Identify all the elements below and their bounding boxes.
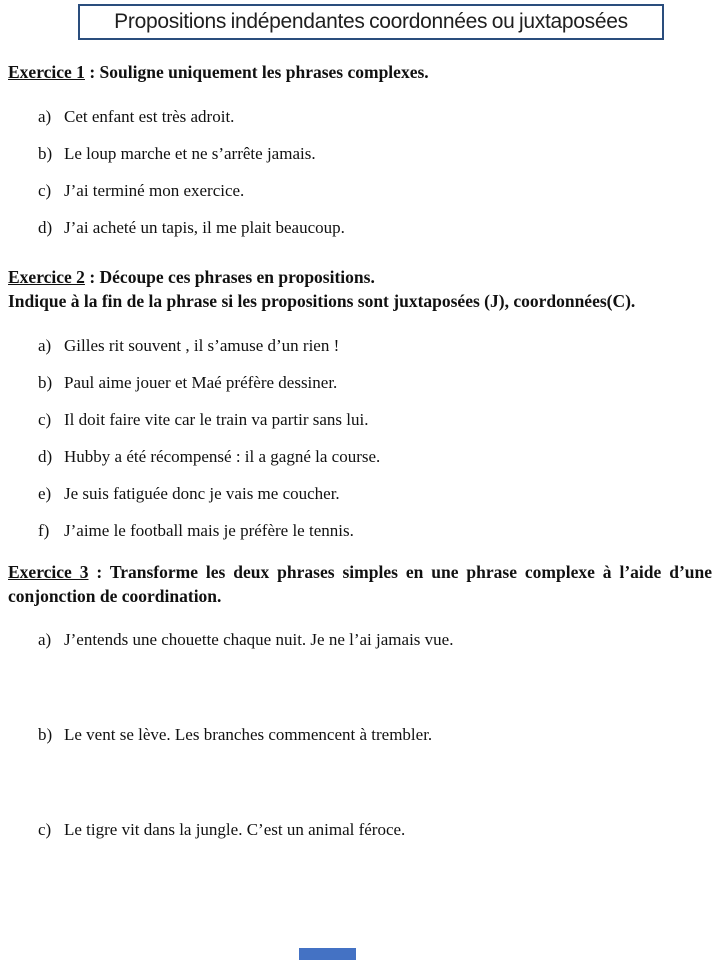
sentence-item	[38, 371, 712, 394]
sentence-item	[38, 482, 712, 505]
exercise-1-label: Exercice 1	[8, 62, 85, 82]
item-letter: b)	[38, 373, 53, 392]
exercise-1-section	[8, 60, 712, 239]
sentence-item	[38, 519, 712, 542]
exercise-2-items	[8, 334, 712, 542]
item-text: Je suis fatiguée donc je vais me coucher.	[64, 484, 340, 503]
sentence-item	[38, 105, 712, 128]
item-text: Hubby a été récompensé : il a gagné la course.	[64, 447, 381, 466]
item-letter: b)	[38, 725, 53, 744]
sentence-item	[38, 723, 712, 746]
exercise-1-heading	[8, 60, 712, 84]
item-letter: e)	[38, 484, 52, 503]
item-text: Gilles rit souvent , il s’amuse d’un rien !	[64, 336, 340, 355]
exercise-3-label: Exercice 3	[8, 562, 89, 582]
footer-accent-bar	[299, 948, 356, 960]
worksheet-body	[8, 60, 712, 841]
exercise-3-instruction: Transforme les deux phrases simples en une phrase complexe à l’aide d’une conjonction de coordination.	[8, 562, 713, 606]
item-text: Le loup marche et ne s’arrête jamais.	[64, 144, 316, 163]
page-title: Propositions indépendantes coordonnées ou juxtaposées	[114, 10, 628, 33]
item-letter: a)	[38, 630, 52, 649]
item-text: Le tigre vit dans la jungle. C’est un animal féroce.	[64, 820, 406, 839]
exercise-2-instruction-line2: Indique à la fin de la phrase si les propositions sont juxtaposées (J), coordonnées(C).	[8, 291, 636, 311]
item-letter: c)	[38, 820, 52, 839]
sentence-item	[38, 142, 712, 165]
item-text: Le vent se lève. Les branches commencent à trembler.	[64, 725, 433, 744]
exercise-2-section	[8, 265, 712, 542]
item-text: J’entends une chouette chaque nuit. Je ne l’ai jamais vue.	[64, 630, 454, 649]
item-letter: c)	[38, 410, 52, 429]
item-letter: d)	[38, 447, 53, 466]
sentence-item	[38, 216, 712, 239]
exercise-2-label: Exercice 2	[8, 267, 85, 287]
exercise-1-items	[8, 105, 712, 239]
item-letter: d)	[38, 218, 53, 237]
exercise-3-colon: :	[88, 562, 110, 582]
exercise-3-heading	[8, 560, 712, 608]
item-letter: b)	[38, 144, 53, 163]
exercise-1-colon: :	[84, 62, 100, 82]
item-text: Il doit faire vite car le train va partir sans lui.	[64, 410, 369, 429]
item-text: J’aime le football mais je préfère le tennis.	[64, 521, 354, 540]
item-text: Paul aime jouer et Maé préfère dessiner.	[64, 373, 338, 392]
sentence-item	[38, 445, 712, 468]
sentence-item	[38, 628, 712, 651]
sentence-item	[38, 334, 712, 357]
exercise-2-heading	[8, 265, 712, 313]
worksheet-title-banner	[78, 4, 664, 40]
exercise-2-colon: :	[84, 267, 100, 287]
sentence-item	[38, 179, 712, 202]
item-letter: f)	[38, 521, 50, 540]
item-text: J’ai acheté un tapis, il me plait beaucoup.	[64, 218, 345, 237]
item-letter: c)	[38, 181, 52, 200]
exercise-3-section	[8, 560, 712, 841]
item-text: J’ai terminé mon exercice.	[64, 181, 245, 200]
exercise-2-instruction: Découpe ces phrases en propositions.	[99, 267, 375, 287]
item-letter: a)	[38, 336, 52, 355]
exercise-3-items	[8, 628, 712, 841]
sentence-item	[38, 408, 712, 431]
exercise-1-instruction: Souligne uniquement les phrases complexes.	[99, 62, 429, 82]
item-text: Cet enfant est très adroit.	[64, 107, 235, 126]
item-letter: a)	[38, 107, 52, 126]
sentence-item	[38, 818, 712, 841]
